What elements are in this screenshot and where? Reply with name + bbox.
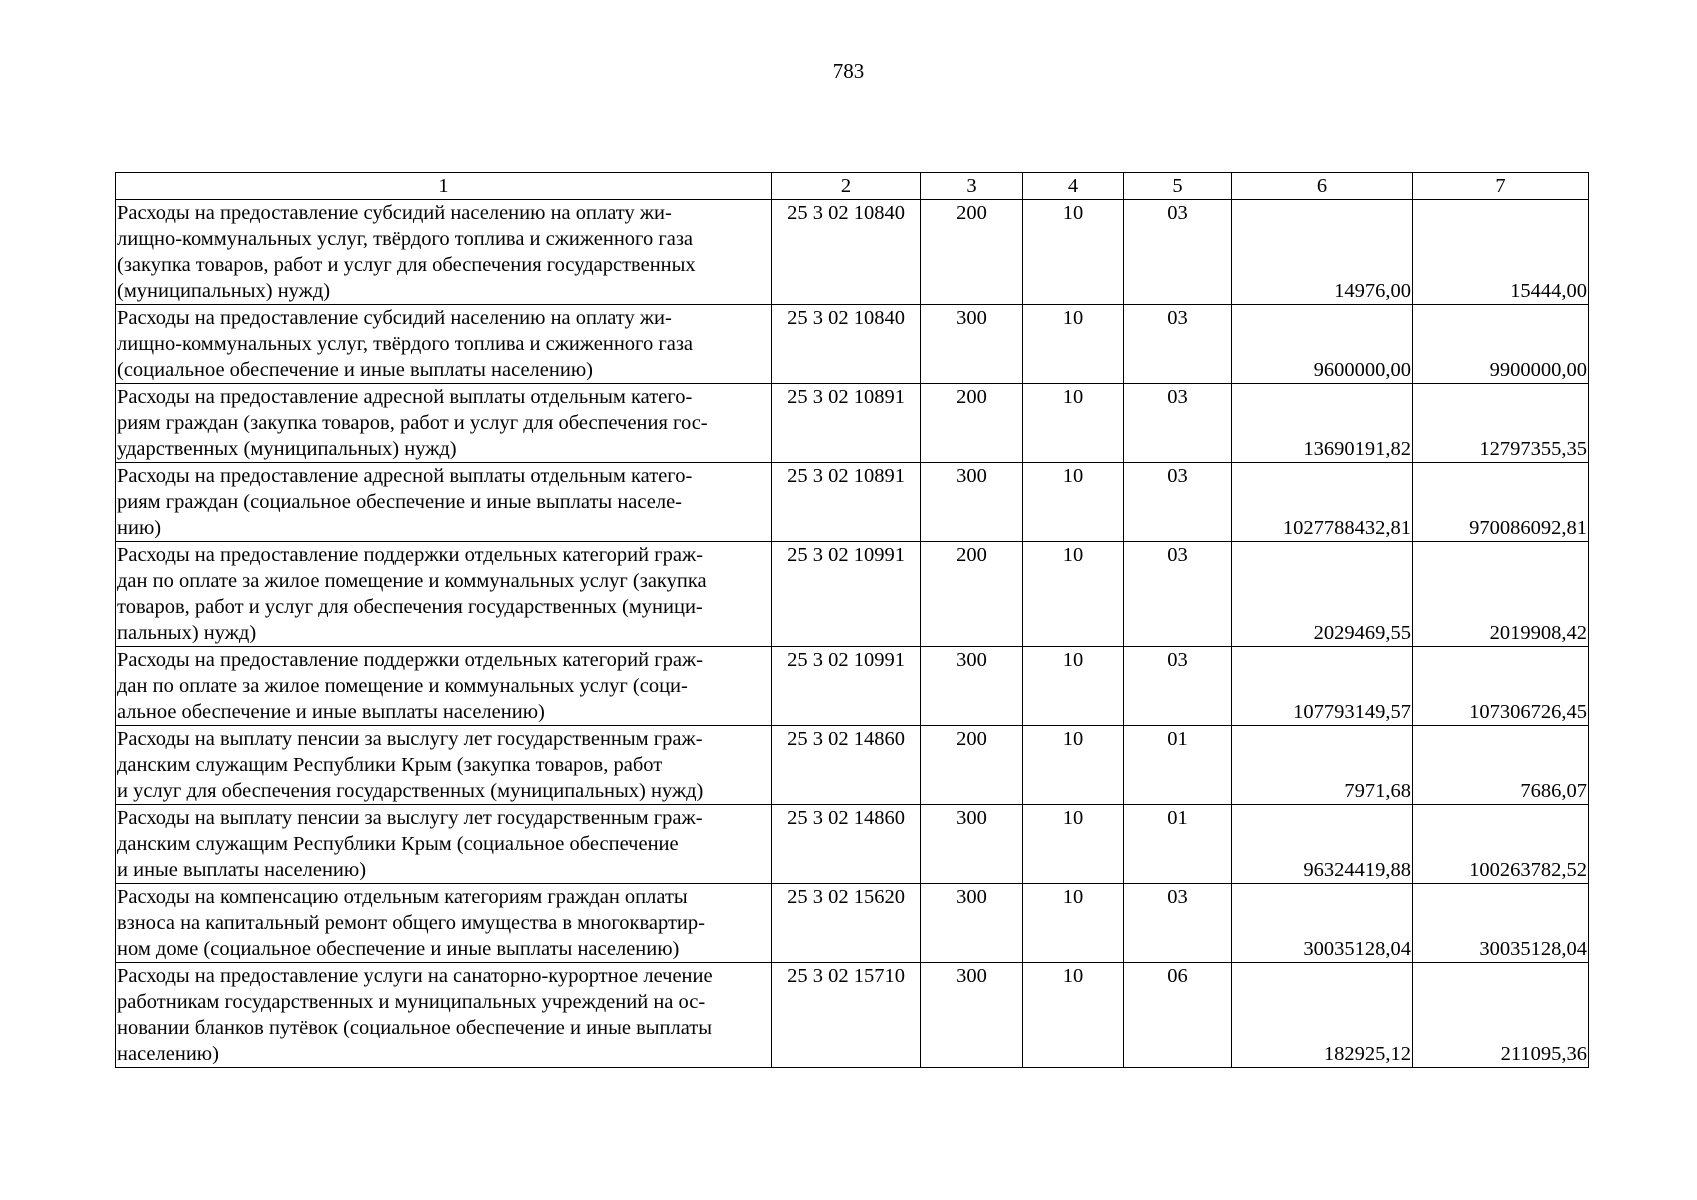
amount-year-2: 30035128,04 <box>1413 884 1589 963</box>
column-header: 4 <box>1023 173 1124 200</box>
table-row <box>116 805 1589 884</box>
description-line: лищно-коммунальных услуг, твёрдого топлива и сжиженного газа <box>117 228 694 250</box>
expense-type-code: 300 <box>921 963 1023 1068</box>
amount-year-1: 96324419,88 <box>1232 805 1413 884</box>
description-line: дан по оплате за жилое помещение и коммунальных услуг (соци- <box>117 675 688 697</box>
expense-description <box>116 305 772 384</box>
amount-year-2: 107306726,45 <box>1413 647 1589 726</box>
expense-type-code: 300 <box>921 884 1023 963</box>
target-article-code: 25 3 02 10840 <box>772 200 921 305</box>
description-line: альное обеспечение и иные выплаты населению) <box>117 701 545 723</box>
table-row <box>116 305 1589 384</box>
expense-type-code: 200 <box>921 726 1023 805</box>
expense-type-code: 300 <box>921 805 1023 884</box>
column-header: 3 <box>921 173 1023 200</box>
description-line: взноса на капитальный ремонт общего имущества в многоквартир- <box>117 912 705 934</box>
amount-year-2: 100263782,52 <box>1413 805 1589 884</box>
description-line: Расходы на предоставление адресной выплаты отдельным катего- <box>117 465 693 487</box>
amount-year-1: 2029469,55 <box>1232 542 1413 647</box>
description-line: дан по оплате за жилое помещение и коммунальных услуг (закупка <box>117 570 707 592</box>
section-code: 10 <box>1023 384 1124 463</box>
expense-type-code: 300 <box>921 647 1023 726</box>
page-number: 783 <box>832 59 865 83</box>
section-code: 10 <box>1023 647 1124 726</box>
target-article-code: 25 3 02 15620 <box>772 884 921 963</box>
column-header: 7 <box>1413 173 1589 200</box>
target-article-code: 25 3 02 14860 <box>772 805 921 884</box>
description-line: (муниципальных) нужд) <box>117 280 331 302</box>
subsection-code: 06 <box>1124 963 1232 1068</box>
description-line: данским служащим Республики Крым (закупка товаров, работ <box>117 754 663 776</box>
description-line: Расходы на предоставление поддержки отдельных категорий граж- <box>117 649 703 671</box>
table-row <box>116 884 1589 963</box>
table-row <box>116 647 1589 726</box>
expense-description <box>116 200 772 305</box>
amount-year-1: 9600000,00 <box>1232 305 1413 384</box>
subsection-code: 01 <box>1124 805 1232 884</box>
expense-description <box>116 463 772 542</box>
subsection-code: 03 <box>1124 305 1232 384</box>
description-line: Расходы на предоставление адресной выплаты отдельным катего- <box>117 386 693 408</box>
table-body <box>116 173 1589 1068</box>
description-line: (закупка товаров, работ и услуг для обеспечения государственных <box>117 254 696 276</box>
target-article-code: 25 3 02 10891 <box>772 463 921 542</box>
amount-year-1: 182925,12 <box>1232 963 1413 1068</box>
column-header: 1 <box>116 173 772 200</box>
description-line: Расходы на выплату пенсии за выслугу лет государственным граж- <box>117 728 703 750</box>
expense-type-code: 200 <box>921 384 1023 463</box>
description-line: риям граждан (закупка товаров, работ и услуг для обеспечения гос- <box>117 412 708 434</box>
budget-table <box>115 172 1589 1068</box>
description-line: работникам государственных и муниципальных учреждений на ос- <box>117 991 706 1013</box>
section-code: 10 <box>1023 542 1124 647</box>
description-line: товаров, работ и услуг для обеспечения государственных (муници- <box>117 596 703 618</box>
amount-year-1: 13690191,82 <box>1232 384 1413 463</box>
description-line: Расходы на предоставление субсидий населению на оплату жи- <box>117 202 672 224</box>
column-header: 6 <box>1232 173 1413 200</box>
amount-year-1: 14976,00 <box>1232 200 1413 305</box>
expense-description <box>116 384 772 463</box>
description-line: новании бланков путёвок (социальное обеспечение и иные выплаты <box>117 1017 713 1039</box>
section-code: 10 <box>1023 305 1124 384</box>
description-line: и иные выплаты населению) <box>117 859 367 881</box>
amount-year-1: 30035128,04 <box>1232 884 1413 963</box>
description-line: Расходы на выплату пенсии за выслугу лет государственным граж- <box>117 807 703 829</box>
description-line: ном доме (социальное обеспечение и иные выплаты населению) <box>117 938 680 960</box>
description-line: лищно-коммунальных услуг, твёрдого топлива и сжиженного газа <box>117 333 694 355</box>
subsection-code: 03 <box>1124 200 1232 305</box>
description-line: населению) <box>117 1043 219 1065</box>
target-article-code: 25 3 02 14860 <box>772 726 921 805</box>
target-article-code: 25 3 02 10991 <box>772 542 921 647</box>
column-header: 5 <box>1124 173 1232 200</box>
target-article-code: 25 3 02 10891 <box>772 384 921 463</box>
expense-description <box>116 726 772 805</box>
table-row <box>116 726 1589 805</box>
amount-year-2: 15444,00 <box>1413 200 1589 305</box>
expense-description <box>116 647 772 726</box>
amount-year-2: 2019908,42 <box>1413 542 1589 647</box>
amount-year-2: 7686,07 <box>1413 726 1589 805</box>
column-header: 2 <box>772 173 921 200</box>
section-code: 10 <box>1023 805 1124 884</box>
subsection-code: 03 <box>1124 542 1232 647</box>
subsection-code: 03 <box>1124 384 1232 463</box>
subsection-code: 03 <box>1124 884 1232 963</box>
description-line: Расходы на предоставление поддержки отдельных категорий граж- <box>117 544 703 566</box>
description-line: (социальное обеспечение и иные выплаты населению) <box>117 359 593 381</box>
target-article-code: 25 3 02 10991 <box>772 647 921 726</box>
table-row <box>116 542 1589 647</box>
section-code: 10 <box>1023 963 1124 1068</box>
subsection-code: 03 <box>1124 463 1232 542</box>
table-row <box>116 963 1589 1068</box>
amount-year-1: 107793149,57 <box>1232 647 1413 726</box>
amount-year-1: 7971,68 <box>1232 726 1413 805</box>
section-code: 10 <box>1023 200 1124 305</box>
expense-type-code: 300 <box>921 463 1023 542</box>
description-line: ударственных (муниципальных) нужд) <box>117 438 457 460</box>
subsection-code: 01 <box>1124 726 1232 805</box>
table-header-row <box>116 173 1589 200</box>
description-line: и услуг для обеспечения государственных (муниципальных) нужд) <box>117 780 704 802</box>
amount-year-1: 1027788432,81 <box>1232 463 1413 542</box>
description-line: нию) <box>117 517 162 539</box>
amount-year-2: 12797355,35 <box>1413 384 1589 463</box>
expense-description <box>116 805 772 884</box>
description-line: Расходы на предоставление услуги на санаторно-курортное лечение <box>117 965 713 987</box>
expense-type-code: 200 <box>921 542 1023 647</box>
target-article-code: 25 3 02 15710 <box>772 963 921 1068</box>
table-row <box>116 463 1589 542</box>
description-line: Расходы на компенсацию отдельным категориям граждан оплаты <box>117 886 688 908</box>
table-row <box>116 200 1589 305</box>
expense-description <box>116 542 772 647</box>
description-line: пальных) нужд) <box>117 622 257 644</box>
amount-year-2: 211095,36 <box>1413 963 1589 1068</box>
amount-year-2: 970086092,81 <box>1413 463 1589 542</box>
expense-type-code: 200 <box>921 200 1023 305</box>
section-code: 10 <box>1023 463 1124 542</box>
expense-description <box>116 884 772 963</box>
description-line: данским служащим Республики Крым (социальное обеспечение <box>117 833 679 855</box>
section-code: 10 <box>1023 884 1124 963</box>
description-line: Расходы на предоставление субсидий населению на оплату жи- <box>117 307 672 329</box>
subsection-code: 03 <box>1124 647 1232 726</box>
table-row <box>116 384 1589 463</box>
section-code: 10 <box>1023 726 1124 805</box>
expense-description <box>116 963 772 1068</box>
expense-type-code: 300 <box>921 305 1023 384</box>
description-line: риям граждан (социальное обеспечение и иные выплаты населе- <box>117 491 683 513</box>
amount-year-2: 9900000,00 <box>1413 305 1589 384</box>
target-article-code: 25 3 02 10840 <box>772 305 921 384</box>
